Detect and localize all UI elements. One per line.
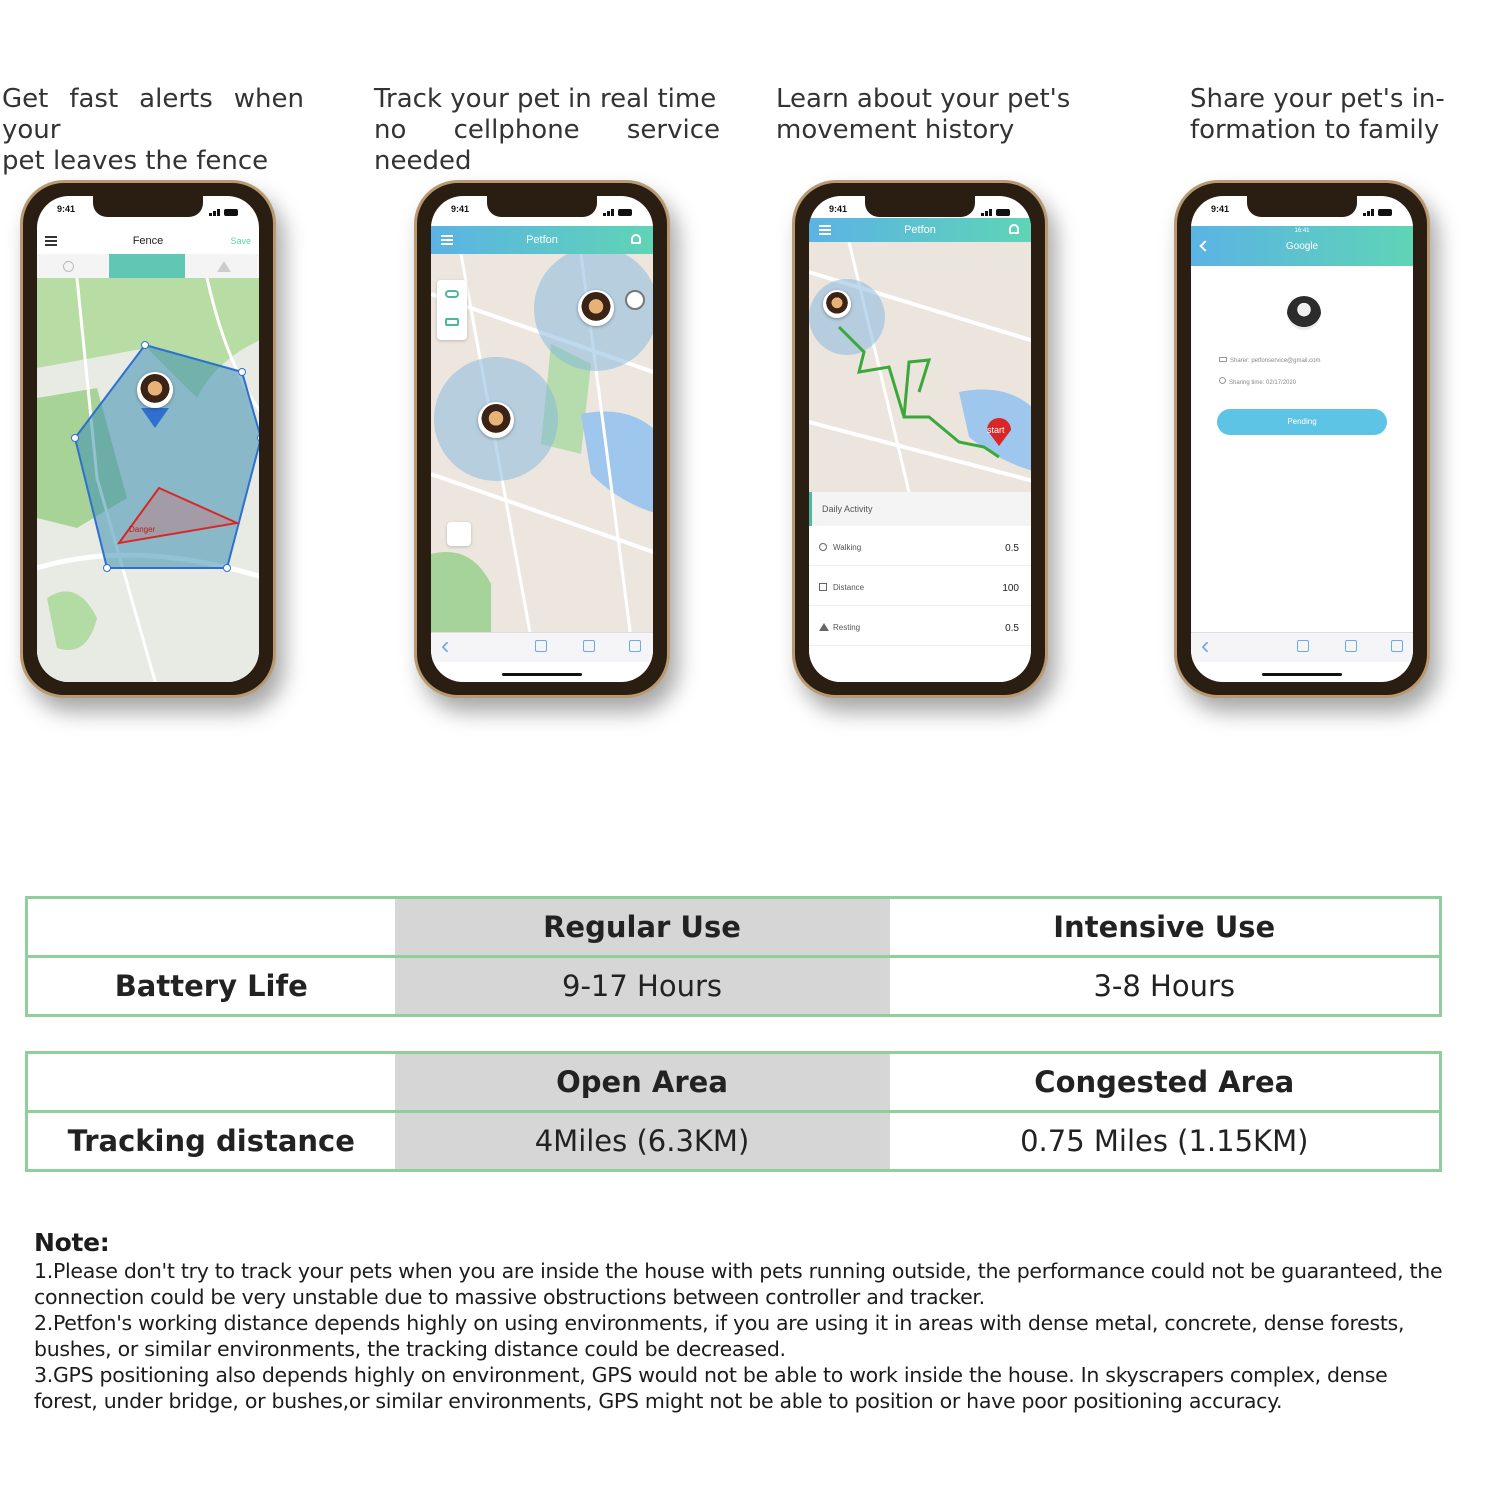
activity-label: Distance	[833, 583, 865, 592]
activity-label: Walking	[833, 543, 862, 552]
pet-avatar-pin[interactable]	[578, 290, 614, 326]
open-area-value: 4Miles (6.3KM)	[395, 1112, 890, 1171]
bookmarks-icon[interactable]	[1345, 640, 1357, 652]
activity-value: 100	[1002, 583, 1019, 594]
caption-line: pet leaves the fence	[2, 146, 269, 176]
regular-use-value: 9-17 Hours	[395, 957, 890, 1016]
pending-label: Pending	[1287, 417, 1317, 426]
caption-movement-history	[776, 84, 1098, 146]
regular-use-header: Regular Use	[395, 898, 890, 957]
fence-title: Fence	[132, 235, 164, 247]
open-area-header: Open Area	[395, 1053, 890, 1112]
caption-line: Track your pet in real time	[374, 84, 717, 114]
signal-battery-icon	[1363, 206, 1397, 214]
daily-activity-panel	[809, 492, 1031, 682]
daily-activity-header	[809, 492, 1031, 526]
activity-row	[809, 526, 1031, 566]
signal-battery-icon	[209, 206, 243, 214]
table-corner-cell	[27, 898, 395, 957]
phone-history	[792, 180, 1048, 698]
battery-life-table	[25, 896, 1442, 1017]
menu-icon[interactable]	[45, 236, 57, 246]
circle-shape-icon[interactable]	[63, 261, 74, 272]
tracking-distance-label: Tracking distance	[67, 1124, 355, 1158]
congested-area-header: Congested Area	[890, 1053, 1441, 1112]
bell-icon[interactable]	[1009, 224, 1019, 234]
caption-line: formation to family	[1190, 115, 1440, 145]
danger-zone-label: Danger	[129, 525, 156, 534]
home-indicator	[1262, 673, 1342, 676]
history-map[interactable]	[809, 242, 1031, 492]
activity-row	[809, 606, 1031, 646]
note-item: 1.Please don't try to track your pets when you are inside the house with pets running outside, the performance could not be guaranteed, the connection could be very unstable due to massive obstructions between controller and tracker.	[34, 1259, 1443, 1309]
note-item: 2.Petfon's working distance depends highly on using environments, if you are using it in areas with dense metal, concrete, dense forests, bushes, or similar environments, the tracking distance could be decreased.	[34, 1311, 1405, 1361]
walking-icon	[819, 543, 827, 551]
tracking-distance-table	[25, 1051, 1442, 1172]
status-time: 9:41	[57, 204, 76, 214]
link-icon[interactable]	[445, 290, 459, 298]
table-corner-cell	[27, 1053, 395, 1112]
phone-screen	[1191, 196, 1413, 682]
app-title: Petfon	[526, 234, 558, 246]
phone-screen	[37, 196, 259, 682]
bell-icon[interactable]	[631, 234, 641, 244]
activity-value: 0.5	[1005, 543, 1019, 554]
sharing-time: Sharing time: 02/17/2020	[1219, 372, 1320, 394]
tabs-icon[interactable]	[1391, 640, 1403, 652]
sharer-email: Sharer: petfonservice@gmail.com	[1219, 350, 1320, 372]
start-marker-label: start	[987, 425, 1005, 435]
share-title: Google	[1285, 241, 1319, 252]
fence-map-graphic	[37, 278, 259, 682]
intensive-use-header: Intensive Use	[890, 898, 1441, 957]
home-indicator	[502, 673, 582, 676]
congested-area-value: 0.75 Miles (1.15KM)	[1020, 1124, 1309, 1158]
note-title: Note:	[34, 1228, 110, 1257]
menu-icon[interactable]	[441, 235, 453, 247]
tracking-map[interactable]	[431, 254, 653, 632]
status-time: 9:41	[829, 204, 848, 214]
phone-notch	[865, 196, 975, 217]
history-map-graphic	[809, 242, 1031, 492]
caption-line: Share your pet's in-	[1190, 84, 1445, 114]
activity-value: 0.5	[1005, 623, 1019, 634]
phone-notch	[93, 196, 203, 217]
phone-tracking	[414, 180, 670, 698]
inner-status-time: 16:41	[1294, 228, 1310, 234]
share-header	[1191, 226, 1413, 266]
phone-fence	[20, 180, 276, 698]
fence-shape-tabs	[37, 254, 259, 278]
fence-map[interactable]	[37, 278, 259, 682]
clock-icon	[1219, 377, 1226, 384]
people-icon	[1219, 357, 1227, 362]
phone-share	[1174, 180, 1430, 698]
target-icon[interactable]	[625, 290, 645, 310]
battery-life-label: Battery Life	[114, 969, 308, 1003]
bookmarks-icon[interactable]	[583, 640, 595, 652]
caption-fence-alerts	[2, 84, 304, 177]
phone-screen	[809, 196, 1031, 682]
distance-icon	[819, 583, 827, 591]
pending-button[interactable]	[1217, 409, 1387, 435]
locate-icon[interactable]	[447, 522, 471, 546]
share-icon[interactable]	[1297, 640, 1309, 652]
usage-note	[34, 1228, 1444, 1414]
map-controls	[437, 280, 467, 340]
save-button[interactable]: Save	[230, 236, 251, 246]
menu-icon[interactable]	[819, 225, 831, 237]
signal-battery-icon	[981, 206, 1015, 214]
status-time: 9:41	[1211, 204, 1230, 214]
intensive-use-value: 3-8 Hours	[1093, 969, 1236, 1003]
share-icon[interactable]	[535, 640, 547, 652]
polygon-shape-tab[interactable]	[109, 254, 185, 278]
app-title: Petfon	[904, 224, 936, 236]
caption-line: Learn about your pet's	[776, 84, 1071, 114]
back-icon[interactable]	[1201, 641, 1212, 652]
pet-avatar-pin[interactable]	[478, 402, 514, 438]
battery-icon[interactable]	[445, 318, 459, 326]
back-icon[interactable]	[441, 641, 452, 652]
status-time: 9:41	[451, 204, 470, 214]
pet-avatar-pin[interactable]	[137, 372, 173, 408]
activity-row	[809, 566, 1031, 606]
tabs-icon[interactable]	[629, 640, 641, 652]
sharer-info	[1219, 350, 1320, 394]
caption-line: no cellphone service needed	[374, 115, 720, 176]
caption-line: Get fast alerts when your	[2, 84, 304, 145]
resting-icon	[819, 623, 829, 631]
daily-activity-title: Daily Activity	[822, 504, 873, 514]
phone-screen	[431, 196, 653, 682]
browser-toolbar	[431, 632, 653, 662]
app-header	[431, 226, 653, 254]
fence-header	[37, 230, 259, 252]
phone-notch	[1247, 196, 1357, 217]
sharer-avatar	[1287, 296, 1321, 330]
note-item: 3.GPS positioning also depends highly on environment, GPS would not be able to work inside the house. In skyscrapers complex, dense forest, under bridge, or bushes,or similar environments, GPS might not be able to position or have poor positioning accuracy.	[34, 1363, 1388, 1413]
caption-line: movement history	[776, 115, 1015, 145]
browser-toolbar	[1191, 632, 1413, 662]
caption-share-info	[1190, 84, 1446, 146]
triangle-shape-icon[interactable]	[217, 261, 231, 272]
phone-notch	[487, 196, 597, 217]
caption-real-time-tracking	[374, 84, 720, 177]
activity-label: Resting	[833, 623, 861, 632]
app-header	[809, 218, 1031, 242]
pet-avatar-pin[interactable]	[823, 290, 851, 318]
signal-battery-icon	[603, 206, 637, 214]
